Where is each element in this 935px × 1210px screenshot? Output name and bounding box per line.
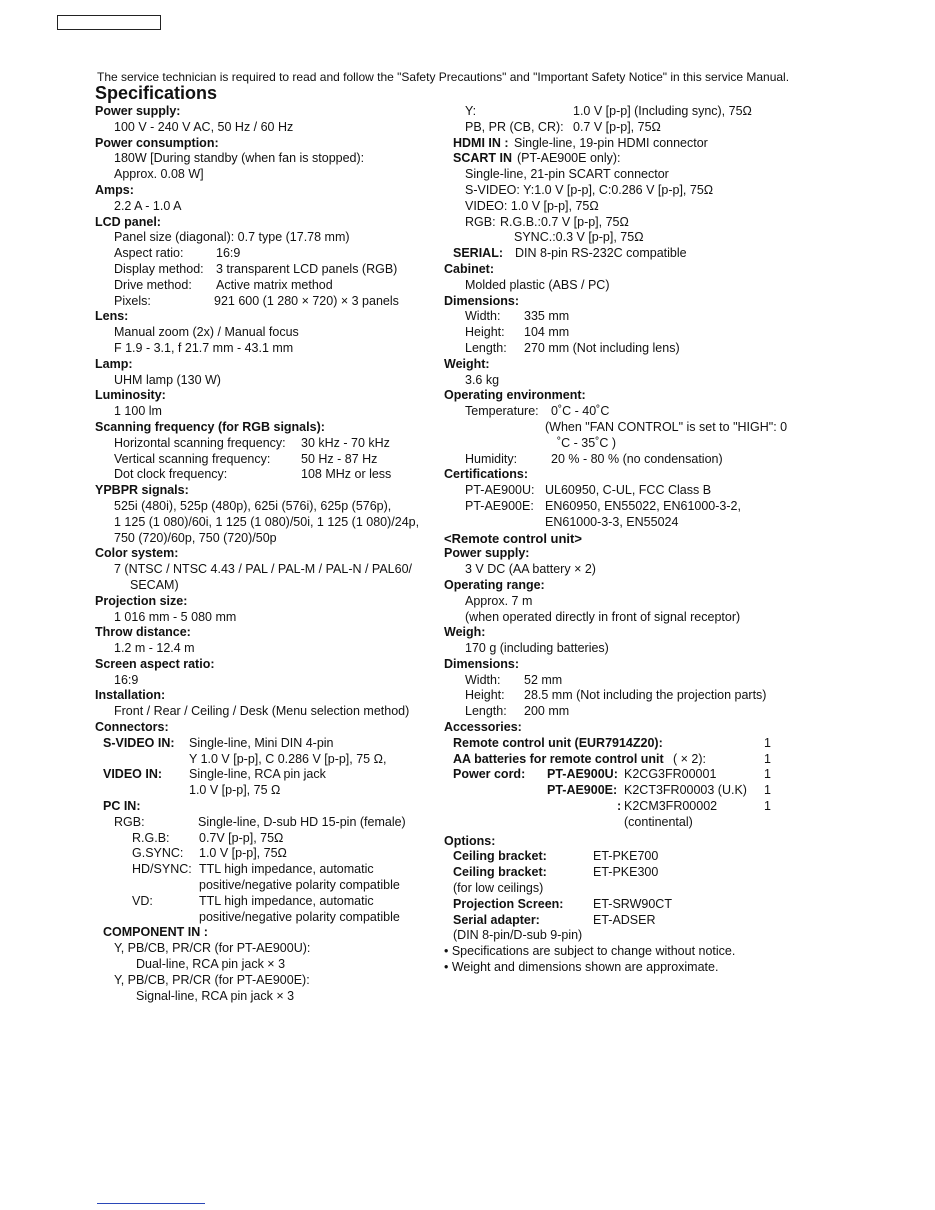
- spec-row: [444, 404, 789, 420]
- spec-value: TTL high impedance, automatic: [199, 862, 374, 877]
- accessory-note: ( × 2):: [673, 751, 706, 766]
- spec-value: 270 mm (Not including lens): [524, 340, 680, 355]
- spec-value: 108 MHz or less: [301, 467, 392, 482]
- spec-key: Pixels:: [114, 293, 151, 308]
- specs-right-column: [444, 104, 789, 976]
- spec-key: Temperature:: [465, 404, 539, 419]
- spec-row: [95, 436, 440, 452]
- spec-heading: COMPONENT IN :: [103, 925, 208, 940]
- spec-heading: PC IN:: [103, 799, 141, 814]
- spec-row: [95, 246, 440, 262]
- spec-value: 1.0 V [p-p] (Including sync), 75Ω: [573, 104, 752, 118]
- spec-heading: Weigh:: [444, 625, 486, 640]
- spec-value: 180W [During standby (when fan is stopped):: [114, 151, 365, 166]
- spec-value: 3 V DC (AA battery × 2): [465, 562, 596, 577]
- spec-key: Vertical scanning frequency:: [114, 451, 271, 466]
- spec-value: 3 transparent LCD panels (RGB): [216, 261, 398, 276]
- spec-value: positive/negative polarity compatible: [199, 878, 400, 893]
- spec-heading: Luminosity:: [95, 388, 166, 403]
- spec-value: (when operated directly in front of signal receptor): [465, 609, 741, 624]
- option-name: Serial adapter:: [453, 912, 540, 927]
- spec-value: 100 V - 240 V AC, 50 Hz / 60 Hz: [114, 119, 294, 134]
- safety-notice: The service technician is required to read and follow the "Safety Precautions" and "Important Safety Notice" in this service Manual.: [97, 70, 790, 84]
- spec-value: Approx. 0.08 W]: [114, 167, 204, 182]
- spec-row: [444, 120, 789, 136]
- spec-heading: Screen aspect ratio:: [95, 656, 215, 671]
- spec-value: (PT-AE900E only):: [517, 151, 621, 166]
- spec-value: Manual zoom (2x) / Manual focus: [114, 325, 299, 340]
- spec-heading: Scanning frequency (for RGB signals):: [95, 419, 325, 434]
- page-title: Specifications: [95, 83, 218, 103]
- spec-value: UL60950, C-UL, FCC Class B: [545, 483, 712, 498]
- option-name: Projection Screen:: [453, 896, 564, 911]
- option-row: [444, 897, 789, 913]
- spec-value: 1.0 V [p-p], 75 Ω: [189, 783, 281, 798]
- spec-key: S-VIDEO IN:: [103, 735, 175, 750]
- spec-key: HD/SYNC:: [132, 862, 192, 877]
- spec-row: [444, 483, 789, 499]
- spec-value: 16:9: [114, 672, 139, 687]
- spec-key: Width:: [465, 672, 501, 687]
- spec-value: DIN 8-pin RS-232C compatible: [515, 246, 687, 261]
- spec-value: 1 100 lm: [114, 404, 162, 419]
- spec-value: EN60950, EN55022, EN61000-3-2,: [545, 498, 741, 513]
- spec-value: Front / Rear / Ceiling / Desk (Menu selection method): [114, 704, 410, 719]
- spec-key: VIDEO IN:: [103, 767, 163, 782]
- specs-left-column: [95, 104, 440, 1004]
- spec-key: RGB:: [114, 814, 145, 829]
- accessory-qty: 1: [764, 751, 771, 766]
- spec-heading: Color system:: [95, 546, 179, 561]
- spec-value: 1.2 m - 12.4 m: [114, 641, 195, 656]
- spec-value: Single-line, D-sub HD 15-pin (female): [198, 814, 406, 829]
- spec-value: 30 kHz - 70 kHz: [301, 435, 390, 450]
- spec-row: [95, 278, 440, 294]
- spec-heading: Accessories:: [444, 720, 522, 735]
- spec-heading: Lens:: [95, 309, 129, 324]
- spec-value: 200 mm: [524, 704, 570, 719]
- option-part: ET-PKE300: [593, 865, 659, 880]
- spec-row: [95, 767, 440, 783]
- spec-heading: Amps:: [95, 182, 134, 197]
- spec-heading: Operating environment:: [444, 388, 586, 403]
- spec-value: 750 (720)/60p, 750 (720)/50p: [114, 530, 277, 545]
- accessory-qty: 1: [764, 767, 771, 782]
- header-label-box: [57, 15, 161, 30]
- spec-heading: Projection size:: [95, 593, 188, 608]
- spec-key: Height:: [465, 325, 505, 340]
- spec-key: Width:: [465, 309, 501, 324]
- spec-row: [95, 736, 440, 752]
- spec-row: [95, 831, 440, 847]
- spec-value: 0˚C - 40˚C: [551, 404, 610, 419]
- spec-key: SERIAL:: [453, 246, 503, 261]
- spec-row: [95, 294, 440, 310]
- accessory-qty: 1: [764, 783, 771, 798]
- spec-value: Single-line, 21-pin SCART connector: [465, 167, 669, 182]
- spec-value: 52 mm: [524, 672, 563, 687]
- accessory-row: [444, 767, 789, 783]
- spec-value: VIDEO: 1.0 V [p-p], 75Ω: [465, 198, 599, 213]
- spec-row: [95, 846, 440, 862]
- spec-heading: Connectors:: [95, 720, 169, 735]
- spec-value: Dual-line, RCA pin jack × 3: [136, 957, 286, 972]
- accessory-name: AA batteries for remote control unit: [453, 751, 664, 766]
- spec-key: RGB:: [465, 214, 496, 229]
- spec-value: 1 125 (1 080)/60i, 1 125 (1 080)/50i, 1 125 (1 080)/24p,: [114, 514, 420, 529]
- accessory-qty: 1: [764, 799, 771, 814]
- spec-heading: Lamp:: [95, 356, 133, 371]
- spec-row: [444, 704, 789, 720]
- spec-value: 921 600 (1 280 × 720) × 3 panels: [214, 293, 399, 308]
- spec-value: 104 mm: [524, 325, 570, 340]
- spec-key: Display method:: [114, 261, 204, 276]
- spec-value: Y, PB/CB, PR/CR (for PT-AE900U):: [114, 941, 311, 956]
- spec-value: positive/negative polarity compatible: [199, 909, 400, 924]
- accessory-row: [444, 783, 789, 799]
- spec-value: S-VIDEO: Y:1.0 V [p-p], C:0.286 V [p-p], 75Ω: [465, 182, 714, 197]
- spec-row: [444, 151, 789, 167]
- spec-row: [95, 467, 440, 483]
- spec-value: 170 g (including batteries): [465, 641, 609, 656]
- spec-value: 0.7 V [p-p], 75Ω: [573, 119, 661, 134]
- model-label: :: [617, 799, 622, 814]
- footer-rule: [97, 1203, 205, 1204]
- spec-key: PB, PR (CB, CR):: [465, 119, 564, 134]
- part-number: K2CM3FR00002: [624, 799, 718, 814]
- accessory-row: [444, 799, 789, 815]
- spec-value: 7 (NTSC / NTSC 4.43 / PAL / PAL-M / PAL-N / PAL60/: [114, 562, 413, 577]
- spec-row: [444, 215, 789, 231]
- spec-heading: Certifications:: [444, 467, 529, 482]
- spec-value: 20 % - 80 % (no condensation): [551, 451, 723, 466]
- spec-key: Length:: [465, 704, 507, 719]
- spec-key: HDMI IN :: [453, 135, 509, 150]
- spec-heading: Operating range:: [444, 577, 545, 592]
- option-row: [444, 865, 789, 881]
- accessory-row: [444, 736, 789, 752]
- spec-value: (When "FAN CONTROL" is set to "HIGH": 0: [545, 419, 788, 434]
- spec-value: SECAM): [130, 577, 179, 592]
- spec-key: Height:: [465, 688, 505, 703]
- remote-section-heading: <Remote control unit>: [444, 530, 582, 546]
- spec-value: R.G.B.:0.7 V [p-p], 75Ω: [500, 214, 629, 229]
- spec-key: VD:: [132, 893, 153, 908]
- footnote: • Weight and dimensions shown are approximate.: [444, 960, 719, 975]
- spec-value: TTL high impedance, automatic: [199, 893, 374, 908]
- spec-value: Y 1.0 V [p-p], C 0.286 V [p-p], 75 Ω,: [189, 751, 387, 766]
- spec-value: 1 016 mm - 5 080 mm: [114, 609, 237, 624]
- spec-row: [444, 136, 789, 152]
- spec-value: 1.0 V [p-p], 75Ω: [199, 846, 287, 861]
- spec-row: [95, 815, 440, 831]
- spec-heading: Installation:: [95, 688, 166, 703]
- spec-key: Length:: [465, 340, 507, 355]
- spec-heading: Power supply:: [95, 104, 181, 118]
- spec-value: UHM lamp (130 W): [114, 372, 221, 387]
- spec-row: [95, 894, 440, 910]
- spec-heading: Dimensions:: [444, 293, 520, 308]
- footnote: • Specifications are subject to change without notice.: [444, 944, 736, 959]
- accessory-name: Power cord:: [453, 767, 526, 782]
- option-part: ET-ADSER: [593, 912, 656, 927]
- spec-value: 525i (480i), 525p (480p), 625i (576i), 625p (576p),: [114, 498, 392, 513]
- spec-row: [444, 673, 789, 689]
- spec-heading: Cabinet:: [444, 261, 494, 276]
- spec-row: [95, 862, 440, 878]
- part-number: K2CG3FR00001: [624, 767, 717, 782]
- spec-key: PT-AE900U:: [465, 483, 535, 498]
- spec-heading: Weight:: [444, 356, 490, 371]
- option-row: [444, 849, 789, 865]
- spec-row: [444, 309, 789, 325]
- option-name: Ceiling bracket:: [453, 865, 547, 880]
- spec-value: 2.2 A - 1.0 A: [114, 198, 182, 213]
- part-number: K2CT3FR00003 (U.K): [624, 783, 747, 798]
- spec-row: [444, 499, 789, 515]
- spec-key: R.G.B:: [132, 830, 170, 845]
- spec-heading: Power supply:: [444, 546, 530, 561]
- accessory-row: [444, 752, 789, 768]
- spec-value: Active matrix method: [216, 277, 333, 292]
- spec-key: Y:: [465, 104, 477, 118]
- spec-value: 28.5 mm (Not including the projection parts): [524, 688, 767, 703]
- spec-value: 3.6 kg: [465, 372, 500, 387]
- spec-key: G.SYNC:: [132, 846, 184, 861]
- spec-heading: LCD panel:: [95, 214, 161, 229]
- spec-row: [95, 452, 440, 468]
- spec-row: [95, 262, 440, 278]
- spec-value: Signal-line, RCA pin jack × 3: [136, 988, 295, 1003]
- option-name: Ceiling bracket:: [453, 849, 547, 864]
- spec-heading: Dimensions:: [444, 656, 520, 671]
- model-label: PT-AE900E:: [547, 783, 618, 798]
- spec-value: SYNC.:0.3 V [p-p], 75Ω: [514, 230, 644, 245]
- spec-key: Aspect ratio:: [114, 246, 184, 261]
- spec-value: 335 mm: [524, 309, 570, 324]
- spec-value: 16:9: [216, 246, 241, 261]
- spec-value: (continental): [624, 814, 693, 829]
- spec-value: Approx. 7 m: [465, 593, 533, 608]
- accessory-qty: 1: [764, 735, 771, 750]
- spec-row: [444, 341, 789, 357]
- spec-value: 0.7V [p-p], 75Ω: [199, 830, 284, 845]
- spec-row: [444, 246, 789, 262]
- spec-key: PT-AE900E:: [465, 498, 534, 513]
- spec-value: ˚C - 35˚C ): [557, 435, 617, 450]
- spec-value: Y, PB/CB, PR/CR (for PT-AE900E):: [114, 972, 310, 987]
- option-part: ET-PKE700: [593, 849, 659, 864]
- spec-heading: Throw distance:: [95, 625, 191, 640]
- spec-key: Drive method:: [114, 277, 192, 292]
- spec-row: [444, 688, 789, 704]
- spec-value: Molded plastic (ABS / PC): [465, 277, 610, 292]
- spec-value: (for low ceilings): [453, 881, 544, 896]
- spec-heading: Options:: [444, 833, 496, 848]
- spec-key: Dot clock frequency:: [114, 467, 228, 482]
- spec-row: [444, 325, 789, 341]
- accessory-name: Remote control unit (EUR7914Z20):: [453, 735, 663, 750]
- spec-value: EN61000-3-3, EN55024: [545, 514, 679, 529]
- spec-value: 50 Hz - 87 Hz: [301, 451, 378, 466]
- model-label: PT-AE900U:: [547, 767, 618, 782]
- spec-row: [444, 452, 789, 468]
- spec-heading: Power consumption:: [95, 135, 219, 150]
- spec-key: Horizontal scanning frequency:: [114, 435, 286, 450]
- spec-key: SCART IN: [453, 151, 513, 166]
- spec-value: Panel size (diagonal): 0.7 type (17.78 mm): [114, 230, 350, 245]
- spec-key: Humidity:: [465, 451, 518, 466]
- spec-value: Single-line, Mini DIN 4-pin: [189, 735, 334, 750]
- spec-heading: YPBPR signals:: [95, 483, 189, 498]
- option-row: [444, 913, 789, 929]
- spec-value: F 1.9 - 3.1, f 21.7 mm - 43.1 mm: [114, 340, 294, 355]
- spec-value: Single-line, 19-pin HDMI connector: [514, 135, 708, 150]
- option-part: ET-SRW90CT: [593, 896, 672, 911]
- spec-value: (DIN 8-pin/D-sub 9-pin): [453, 928, 583, 943]
- spec-row: [444, 104, 789, 120]
- spec-value: Single-line, RCA pin jack: [189, 767, 326, 782]
